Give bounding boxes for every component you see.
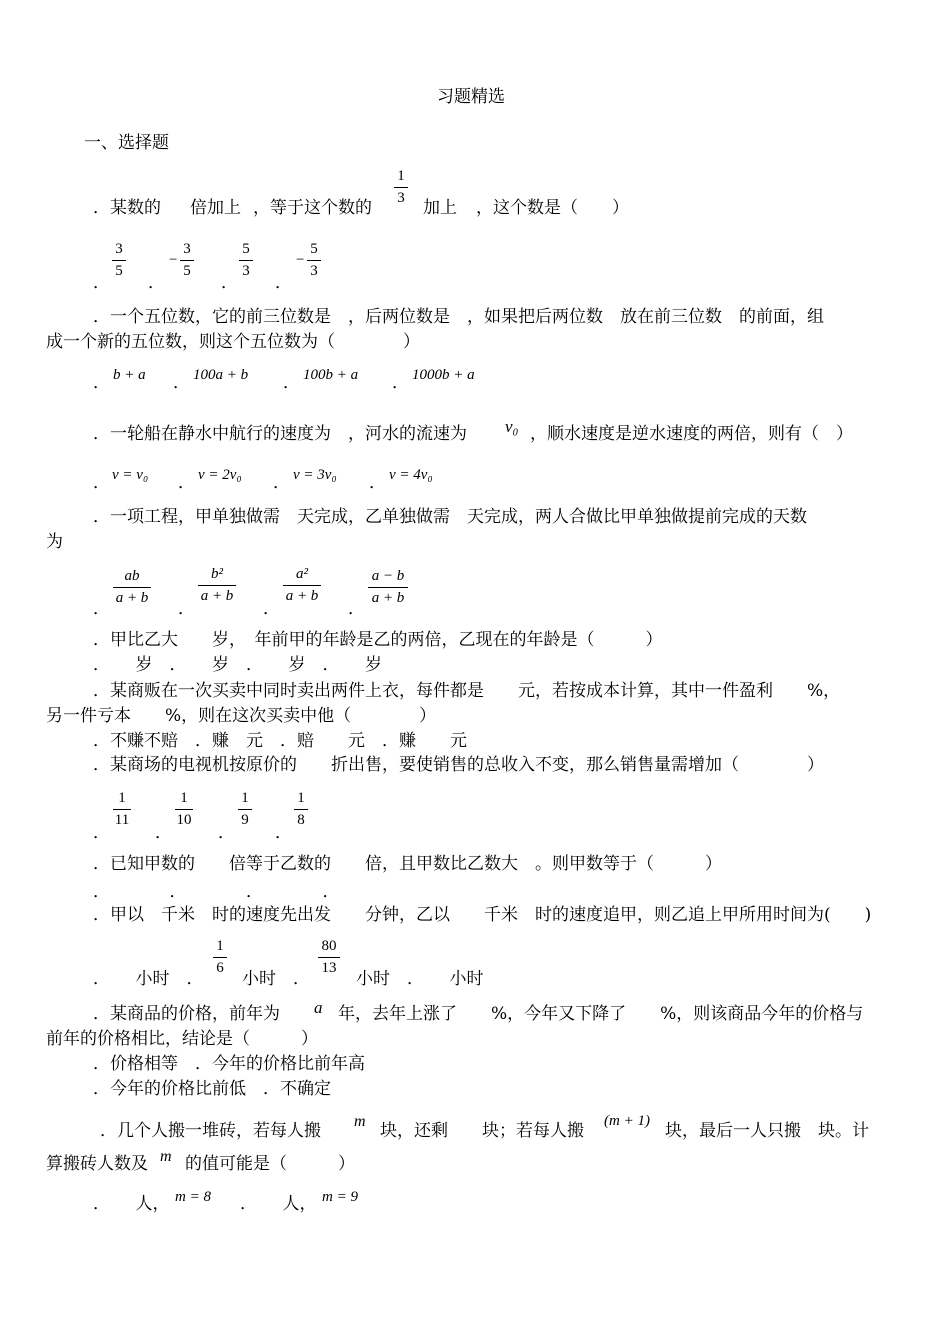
q6-line1: ．某商贩在一次买卖中同时卖出两件上衣，每件都是 元，若按成本计算，其中一件盈利 %， xyxy=(93,681,841,701)
q2-line2: 成一个新的五位数，则这个五位数为（ ） xyxy=(46,332,420,352)
q11-line2-a: 算搬砖人数及 xyxy=(46,1154,148,1174)
q10-line2: 前年的价格相比，结论是（ ） xyxy=(46,1029,318,1049)
q11-m: m xyxy=(354,1113,366,1130)
q9-option-c[interactable]: 小时 ． 小时 xyxy=(356,969,484,989)
q1-fraction: 1 3 xyxy=(394,168,408,207)
q1-text-c: ，等于这个数的 xyxy=(253,198,372,218)
q5-line1: ．甲比乙大 岁， 年前甲的年龄是乙的两倍，乙现在的年龄是（ ） xyxy=(93,630,663,650)
q2-line1: ．一个五位数，它的前三位数是 ，后两位数是 ，如果把后两位数 放在前三位数 的前面，组 xyxy=(93,307,824,327)
q11-text-c: 块，最后一人只搬 块。计 xyxy=(665,1121,869,1141)
q9-fraction-a: 1 6 xyxy=(213,938,227,977)
q10-a: a xyxy=(314,998,323,1017)
q3-text-a: ．一轮船在静水中航行的速度为 ，河水的流速为 xyxy=(93,424,467,444)
q8-line1: ．已知甲数的 倍等于乙数的 倍，且甲数比乙数大 。则甲数等于（ ） xyxy=(93,854,722,874)
q10-options-1[interactable]: ．价格相等 ．今年的价格比前年高 xyxy=(93,1054,365,1074)
q5-options[interactable]: ． 岁 ． 岁 ． 岁 ． 岁 xyxy=(93,655,382,675)
q11-text-a: ．几个人搬一堆砖，若每人搬 xyxy=(100,1121,321,1141)
q1-text-d: 加上 xyxy=(423,198,457,218)
q7-line1: ．某商场的电视机按原价的 折出售，要使销售的总收入不变，那么销售量需增加（ ） xyxy=(93,755,824,775)
q10-text-b: 年，去年上涨了 %，今年又下降了 %，则该商品今年的价格与 xyxy=(338,1004,864,1024)
q10-text-a: ．某商品的价格，前年为 xyxy=(93,1004,280,1024)
q9-option-b[interactable]: 小时 ． xyxy=(242,969,310,989)
q3-text-b: ，顺水速度是逆水速度的两倍，则有（ ） xyxy=(530,424,853,444)
q11-line2-b: 的值可能是（ ） xyxy=(185,1154,355,1174)
q4-line1: ．一项工程，甲单独做需 天完成，乙单独做需 天完成，两人合做比甲单独做提前完成的天数 xyxy=(93,507,807,527)
q11-m1: (m + 1) xyxy=(604,1113,650,1129)
q8-options[interactable]: ． ． ． ． xyxy=(93,882,340,902)
q9-line1: ．甲以 千米 时的速度先出发 分钟，乙以 千米 时的速度追甲，则乙追上甲所用时间为( ) xyxy=(93,905,872,925)
q4-line2: 为 xyxy=(46,532,63,552)
q9-option-a[interactable]: ． 小时 ． xyxy=(93,969,204,989)
q1-text-a: ．某数的 xyxy=(93,198,161,218)
q9-fraction-b: 80 13 xyxy=(318,938,340,977)
q6-options[interactable]: ．不赚不赔 ．赚 元 ．赔 元 ．赚 元 xyxy=(93,731,467,751)
q3-v0: v₀ xyxy=(505,417,519,436)
q1-text-e: ，这个数是（ ） xyxy=(476,198,629,218)
q1-text-b: 倍加上 xyxy=(190,198,241,218)
q10-options-2[interactable]: ．今年的价格比前低 ．不确定 xyxy=(93,1079,331,1099)
section-heading: 一、选择题 xyxy=(84,133,169,153)
q11-text-b: 块，还剩 块；若每人搬 xyxy=(380,1121,584,1141)
page-title: 习题精选 xyxy=(437,87,505,107)
q11-m-2: m xyxy=(160,1148,172,1165)
q6-line2: 另一件亏本 %，则在这次买卖中他（ ） xyxy=(46,706,437,726)
